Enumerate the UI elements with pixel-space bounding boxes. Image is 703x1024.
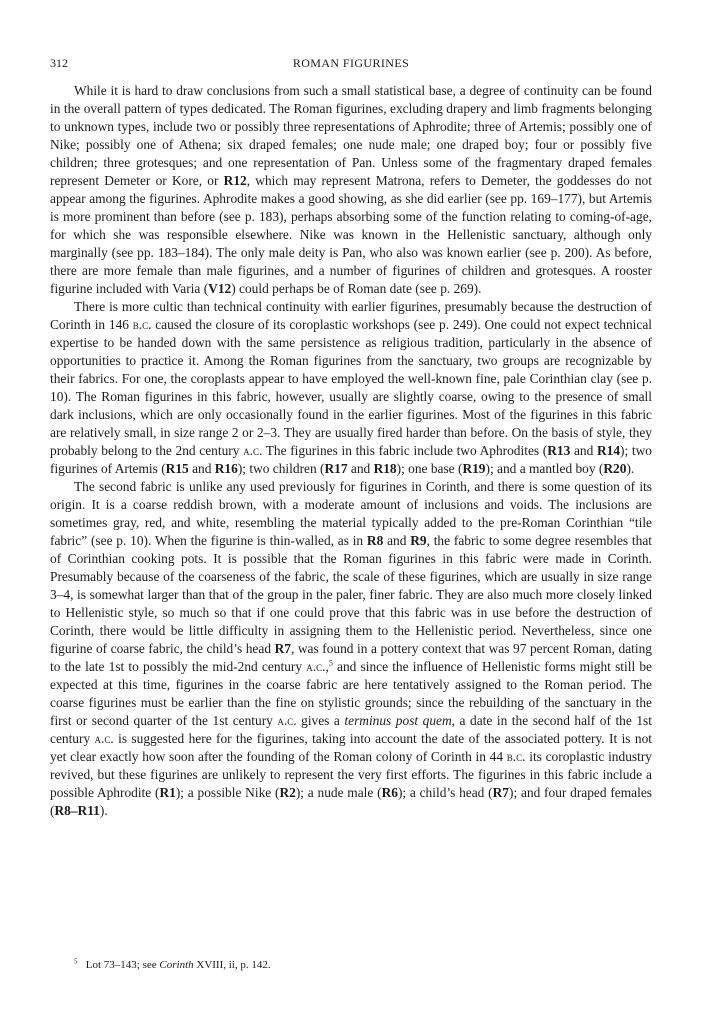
catalogue-ref: R19 bbox=[462, 461, 486, 476]
text-run: caused the closure of its coroplastic workshops (see p. 249). One could not expect technical expertise to be handed down with the same persistence as religious tradition, particularly in the absence of opportunities to practice it. Among the Roman figurines from the sanctuary, two groups are recognizable by their fabrics. For one, the coroplasts appear to have employed the well-known fine, pale Corinthian clay (see p. 10). The Roman figurines in this fabric, however, usually are slightly coarse, owing to the presence of small dark inclusions, which are only occasionally found in the earlier figurines. Most of the figurines in this fabric are relatively small, in size range 2 or 2–3. They are usually fired harder than before. On the basis of style, they probably belong to the 2nd century bbox=[50, 317, 653, 458]
text-run: ); one base ( bbox=[396, 461, 463, 476]
catalogue-ref: R17 bbox=[324, 461, 348, 476]
text-run: and bbox=[188, 461, 215, 476]
era-abbreviation: a.c. bbox=[306, 659, 326, 674]
catalogue-ref: R2 bbox=[279, 785, 296, 800]
text-run: and bbox=[383, 533, 411, 548]
catalogue-ref: R20 bbox=[603, 461, 627, 476]
text-run: The figurines in this fabric include two Aphrodites ( bbox=[262, 443, 548, 458]
era-abbreviation: b.c. bbox=[506, 749, 526, 764]
text-run: ). bbox=[99, 803, 108, 818]
text-run: Lot 73–143; see bbox=[85, 959, 160, 971]
footnote bbox=[74, 958, 652, 972]
italic-text: terminus post quem, bbox=[344, 713, 456, 728]
catalogue-ref: R8–R11 bbox=[54, 803, 100, 818]
text-run: , the fabric to some degree resembles that of Corinthian cooking pots. It is possible that the Roman figurines in this fabric were made in Corinth. Presumably because of the coarseness of the fabric, the scale of these figurines, which are usually in size range 3–4, is somewhat larger than that of the group in the paler, finer fabric. They are also much more closely linked to Hellenistic style, so much so that if one could prove that this fabric was in use before the destruction of Corinth, there would be little difficulty in assigning them to the Hellenistic period. Nevertheless, since one figurine of coarse fabric, the child’s head bbox=[50, 533, 652, 656]
era-abbreviation: a.c. bbox=[277, 713, 297, 728]
footnote-ref: 5 bbox=[328, 658, 333, 668]
text-run: , was found in a pottery context that was 97 percent Roman, dating to the late 1st to possibly the mid-2nd century bbox=[50, 641, 652, 674]
text-run: ); and four draped females ( bbox=[50, 785, 652, 818]
text-run: While it is hard to draw conclusions from such a small statistical base, a degree of continuity can be found in the overall pattern of types dedicated. The Roman figurines, excluding drapery and limb fragments belonging to unknown types, include two or possibly three representations of Aphrodite; three of Artemis; possibly one of Nike; possibly one of Athena; six draped females; one nude male; one draped boy; four or possibly five children; three grotesques; and one representation of Pan. Unless some of the fragmentary draped females represent Demeter or Kore, or bbox=[50, 83, 652, 188]
catalogue-ref: R7 bbox=[274, 641, 291, 656]
catalogue-ref: R13 bbox=[547, 443, 571, 458]
footnote-text bbox=[80, 959, 270, 971]
text-run: ); two figurines of Artemis ( bbox=[50, 443, 652, 476]
text-run: and since the influence of Hellenistic forms might still be expected at this time, figurines in the coarse fabric are here tentatively assigned to the Roman period. The coarse figurines must be earlier than the fine on stylistic grounds; since the rebuilding of the sanctuary in the first or second quarter of the 1st century bbox=[50, 659, 652, 728]
body-text bbox=[50, 82, 652, 820]
text-run: and bbox=[347, 461, 374, 476]
text-run: is suggested here for the figurines, taking into account the date of the associated pottery. It is not yet clear exactly how soon after the founding of the Roman colony of Corinth in 44 bbox=[50, 731, 652, 764]
era-abbreviation: b.c. bbox=[132, 317, 152, 332]
text-run: There is more cultic than technical continuity with earlier figurines, presumably because the destruction of Corinth in 146 bbox=[50, 299, 652, 332]
italic-text: Corinth bbox=[159, 959, 194, 971]
text-run: and bbox=[570, 443, 597, 458]
catalogue-ref: R9 bbox=[410, 533, 427, 548]
text-run: , which may represent Matrona, refers to Demeter, the goddesses do not appear among the figurines. Aphrodite makes a good showing, as she did earlier (see pp. 169–177), but Artemis is more prominent than before (see p. 183), perhaps absorbing some of the function relating to coming-of-age, for which she was responsible elsewhere. Nike was known in the Hellenistic sanctuary, although only marginally (see pp. 183–184). The only male deity is Pan, who also was known earlier (see p. 200). As before, there are more female than male figurines, and a number of figurines of children and grotesques. A rooster figurine included with Varia ( bbox=[50, 173, 652, 296]
text-run: , bbox=[325, 659, 329, 674]
running-title: ROMAN FIGURINES bbox=[292, 56, 410, 70]
text-run: ). bbox=[626, 461, 635, 476]
catalogue-ref: R8 bbox=[366, 533, 384, 548]
text-run: The second fabric is unlike any used previously for figurines in Corinth, and there is some question of its origin. It is a coarse reddish brown, with a moderate amount of inclusions and voids. The inclusions are sometimes gray, red, and white, resembling the material typically added to the pre-Roman Corinthian “tile fabric” (see p. 10). When the figurine is thin-walled, as in bbox=[50, 479, 652, 548]
paragraph bbox=[50, 82, 652, 298]
text-run: gives a bbox=[296, 713, 345, 728]
text-run: ); a nude male ( bbox=[295, 785, 382, 800]
era-abbreviation: a.c. bbox=[243, 443, 263, 458]
footnote-marker: 5 bbox=[74, 957, 78, 966]
catalogue-ref: R12 bbox=[223, 173, 247, 188]
catalogue-ref: R15 bbox=[165, 461, 189, 476]
text-run: ); and a mantled boy ( bbox=[485, 461, 604, 476]
text-run: ); two children ( bbox=[237, 461, 325, 476]
text-run: ) could perhaps be of Roman date (see p. 269). bbox=[231, 281, 482, 296]
paragraph bbox=[50, 298, 652, 478]
catalogue-ref: R1 bbox=[159, 785, 176, 800]
page-header bbox=[50, 56, 652, 74]
catalogue-ref: R14 bbox=[596, 443, 621, 458]
text-run: a date in the second half of the 1st century bbox=[50, 713, 652, 746]
text-run: ); a child’s head ( bbox=[397, 785, 493, 800]
text-run: XVIII, ii, p. 142. bbox=[193, 959, 271, 971]
catalogue-ref: R18 bbox=[373, 461, 397, 476]
catalogue-ref: R7 bbox=[492, 785, 509, 800]
text-run: its coroplastic industry revived, but these figurines are unlikely to represent the very first efforts. The figurines in this fabric include a possible Aphrodite ( bbox=[50, 749, 652, 800]
era-abbreviation: a.c. bbox=[94, 731, 114, 746]
catalogue-ref: R6 bbox=[381, 785, 398, 800]
catalogue-ref: V12 bbox=[208, 281, 232, 296]
text-run: ); a possible Nike ( bbox=[175, 785, 280, 800]
paragraph bbox=[50, 478, 652, 820]
page-number: 312 bbox=[50, 56, 68, 70]
catalogue-ref: R16 bbox=[214, 461, 238, 476]
